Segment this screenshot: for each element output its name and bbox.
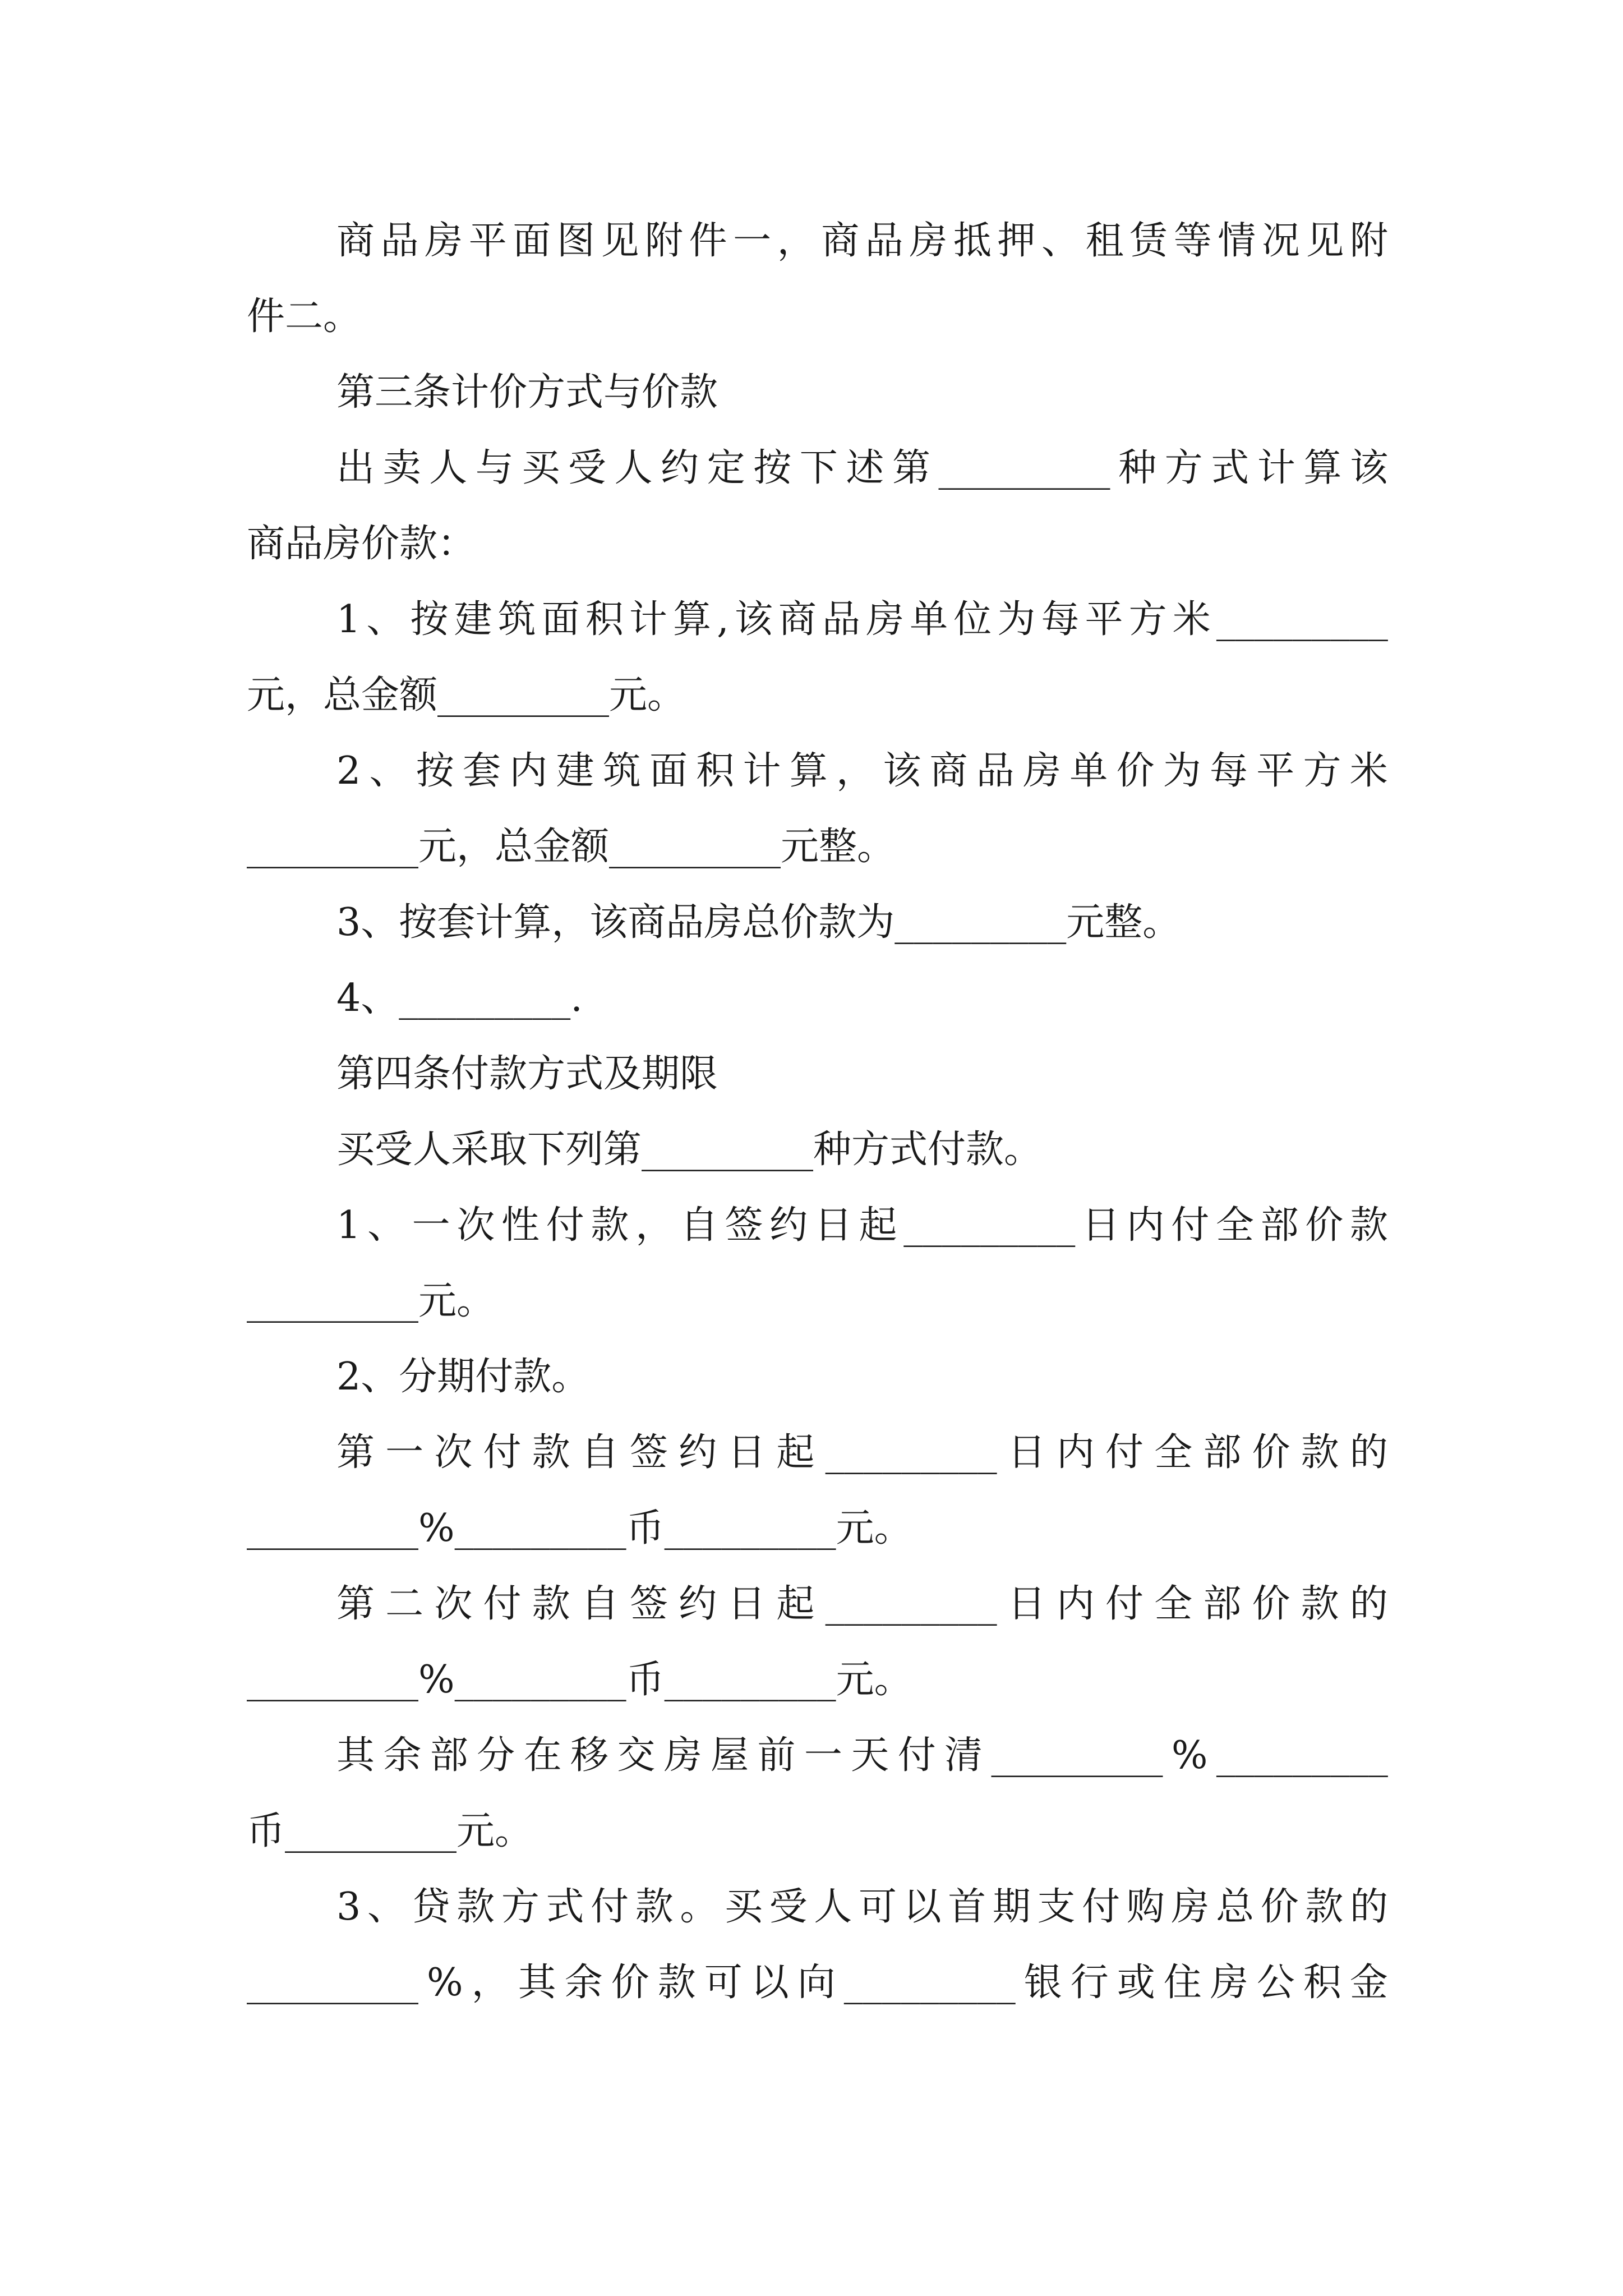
text-line: _________%_________币_________元。 (247, 1506, 912, 1550)
text-line: 商 品 房 平 面 图 见 附 件 一 ， 商 品 房 抵 押 、 租 赁 等 情 况 见 附 (336, 219, 1388, 263)
text-line: 4、_________. (336, 976, 583, 1020)
text-line: _________%_________币_________元。 (247, 1658, 912, 1702)
text-line: 件二。 (247, 295, 362, 339)
text-line: _________元，总金额_________元整。 (247, 825, 896, 869)
text-line: 第 二 次 付 款 自 签 约 日 起 _________ 日 内 付 全 部 价 款 的 (336, 1582, 1388, 1626)
text-line: 其 余 部 分 在 移 交 房 屋 前 一 天 付 清 _________ % _________ (336, 1733, 1388, 1778)
section-heading: 第三条计价方式与价款 (336, 370, 718, 415)
text-line: 2、分期付款。 (336, 1355, 590, 1399)
text-line: 3、按套计算，该商品房总价款为_________元整。 (336, 900, 1181, 945)
text-line: _________ % ， 其 余 价 款 可 以 向 _________ 银 行 或 住 房 公 积 金 (247, 1961, 1388, 2005)
section-heading: 第四条付款方式及期限 (336, 1052, 718, 1096)
text-line: 2 、 按 套 内 建 筑 面 积 计 算 ， 该 商 品 房 单 价 为 每 平 方 米 (336, 749, 1388, 793)
text-line: 1 、 按 建 筑 面 积 计 算 , 该 商 品 房 单 位 为 每 平 方 米 _________ (336, 597, 1388, 642)
text-line: 1 、 一 次 性 付 款 ， 自 签 约 日 起 _________ 日 内 付 全 部 价 款 (336, 1203, 1388, 1248)
text-line: 商品房价款： (247, 522, 476, 566)
text-line: 币_________元。 (247, 1809, 533, 1853)
text-line: 出 卖 人 与 买 受 人 约 定 按 下 述 第 _________ 种 方 式 计 算 该 (336, 446, 1388, 490)
text-line: 3 、 贷 款 方 式 付 款 。 买 受 人 可 以 首 期 支 付 购 房 总 价 款 的 (336, 1885, 1388, 1929)
text-line: 元，总金额_________元。 (247, 673, 686, 717)
text-line: 买受人采取下列第_________种方式付款。 (336, 1128, 1043, 1172)
text-line: _________元。 (247, 1279, 495, 1323)
text-line: 第 一 次 付 款 自 签 约 日 起 _________ 日 内 付 全 部 价 款 的 (336, 1430, 1388, 1475)
